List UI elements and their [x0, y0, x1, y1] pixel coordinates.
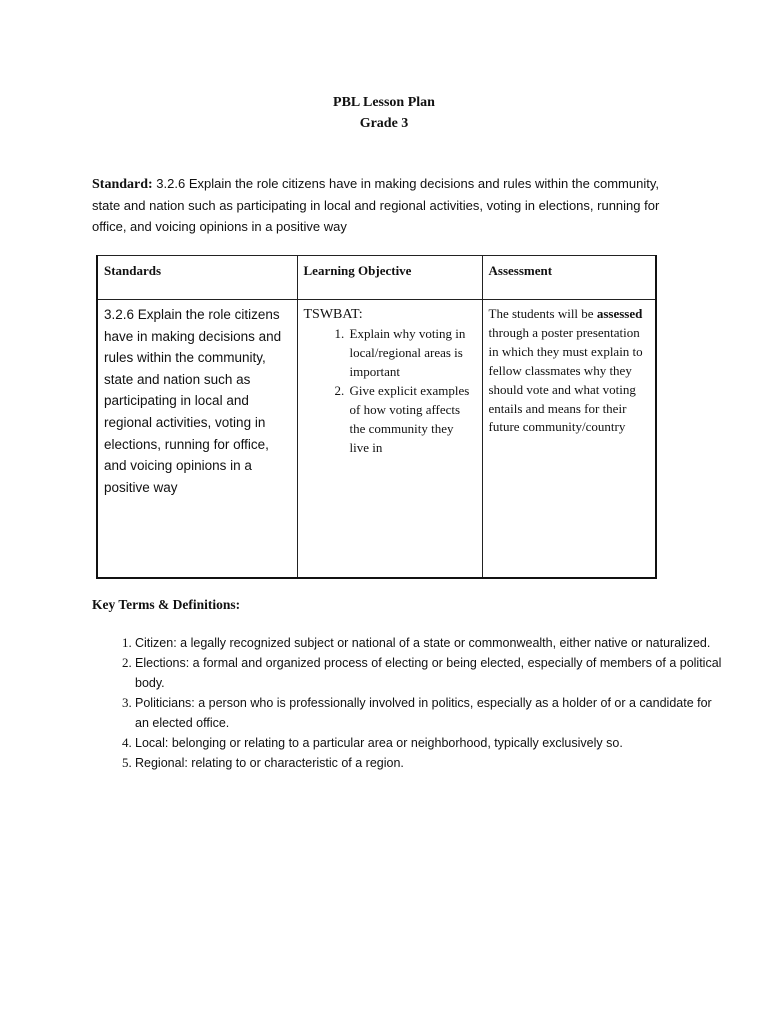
- list-item: [135, 733, 725, 753]
- header-assessment: Assessment: [482, 256, 656, 300]
- document-title: PBL Lesson Plan: [333, 95, 435, 110]
- term-word: Citizen: [135, 636, 174, 650]
- objective-intro: TSWBAT:: [303, 307, 363, 322]
- standard-paragraph: [92, 174, 682, 239]
- standards-cell: [97, 300, 297, 578]
- assessment-bold-word: assessed: [596, 306, 643, 321]
- assessment-cell: [482, 300, 656, 578]
- objective-item: 1. Explain why voting in local/regional areas is important: [348, 324, 476, 381]
- term-definition: : a legally recognized subject or national of a state or commonwealth, either native or naturalized.: [173, 636, 711, 650]
- table-header-row: [97, 256, 656, 300]
- header-learning-objective: Learning Objective: [297, 256, 482, 300]
- term-definition: : relating to or characteristic of a region.: [184, 756, 404, 770]
- key-terms-list: [92, 633, 725, 773]
- assessment-text-end: through a poster presentation in which they must explain to fellow classmates why they should vote and what voting entails and means for their future community/country: [488, 324, 643, 435]
- list-item: [135, 633, 725, 653]
- list-item: [135, 693, 725, 733]
- assessment-text-start: The students will be: [488, 306, 597, 321]
- term-definition: : belonging or relating to a particular area or neighborhood, typically exclusively so.: [164, 736, 623, 750]
- standard-label: Standard:: [92, 177, 153, 192]
- term-definition: : a person who is professionally involved in politics, especially as a holder of or a candidate for an elected office.: [135, 696, 712, 730]
- term-word: Elections: [135, 656, 186, 670]
- term-word: Local: [135, 736, 165, 750]
- term-definition: : a formal and organized process of electing or being elected, especially of members of a political body.: [135, 656, 722, 690]
- table-row: [97, 300, 656, 578]
- term-word: Politicians: [135, 696, 192, 710]
- lesson-plan-table: [96, 255, 657, 579]
- objective-list: [304, 324, 476, 457]
- list-item: [135, 653, 725, 693]
- standards-cell-text: 3.2.6 Explain the role citizens have in making decisions and rules within the community, state and nation such as participating in local and regional activities, voting in elections, running for office, and voicing opinions in a positive way: [104, 307, 282, 495]
- objective-cell: [297, 300, 482, 578]
- document-subtitle: Grade 3: [359, 116, 409, 131]
- key-terms-heading: Key Terms & Definitions:: [92, 597, 241, 612]
- term-word: Regional: [135, 756, 185, 770]
- objective-item: 2. Give explicit examples of how voting affects the community they live in: [348, 381, 476, 457]
- header-standards: Standards: [97, 256, 297, 300]
- list-item: [135, 753, 725, 773]
- title-block: [0, 92, 768, 134]
- standard-text: 3.2.6 Explain the role citizens have in making decisions and rules within the community, state and nation such as participating in local and regional activities, voting in elections, running for office, and voicing opinions in a positive way: [92, 176, 660, 234]
